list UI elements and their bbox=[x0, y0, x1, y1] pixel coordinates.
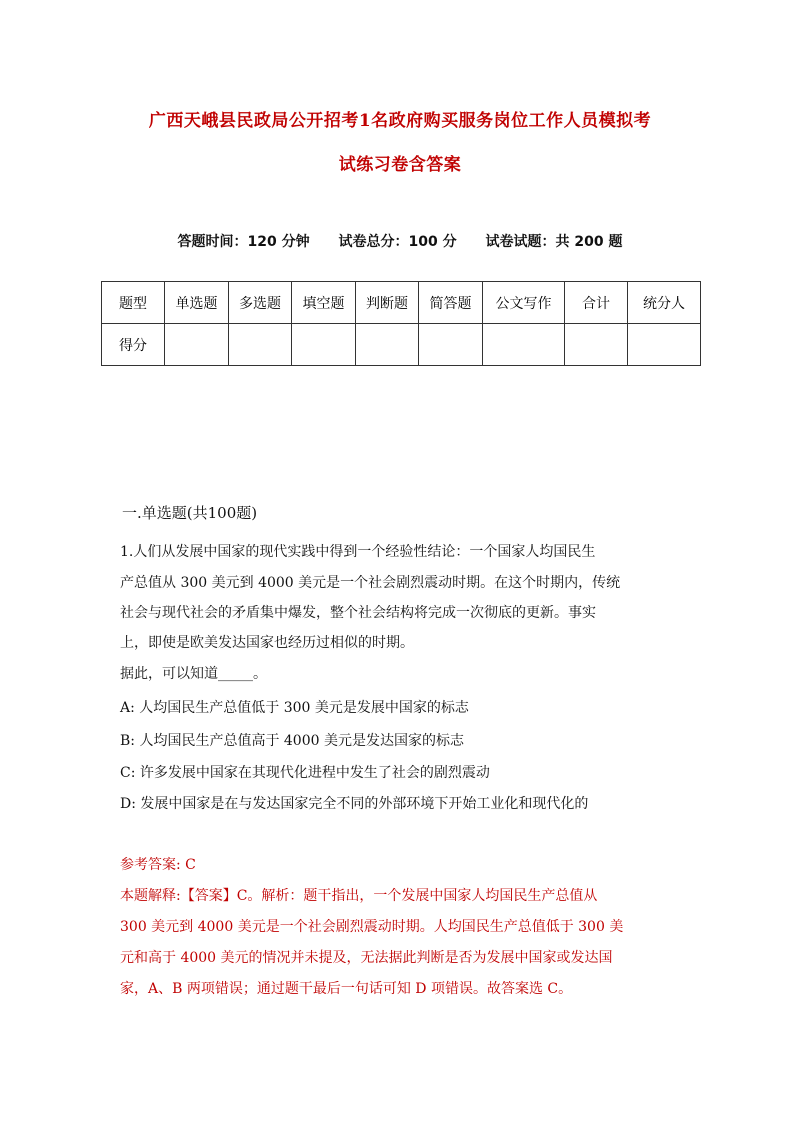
exam-time: 答题时间：120 分钟 bbox=[177, 234, 310, 250]
question-stem-line: 上，即使是欧美发达国家也经历过相似的时期。 bbox=[120, 635, 414, 651]
score-table bbox=[101, 281, 701, 366]
score-cell bbox=[419, 324, 483, 366]
explanation-line: 本题解释:【答案】C。解析：题干指出，一个发展中国家人均国民生产总值从 bbox=[120, 888, 598, 904]
section-title: 一.单选题(共100题) bbox=[122, 504, 258, 522]
exam-title-line-2: 试练习卷含答案 bbox=[338, 155, 462, 175]
score-cell bbox=[165, 324, 229, 366]
option-b: B: 人均国民生产总值高于 4000 美元是发达国家的标志 bbox=[120, 733, 464, 749]
exam-question-count: 试卷试题：共 200 题 bbox=[485, 234, 623, 250]
score-table-header: 公文写作 bbox=[483, 282, 565, 324]
score-table-header: 单选题 bbox=[165, 282, 229, 324]
score-table-header: 统分人 bbox=[628, 282, 701, 324]
score-table-score-row bbox=[102, 324, 701, 366]
question-stem-line: 产总值从 300 美元到 4000 美元是一个社会剧烈震动时期。在这个时期内，传统 bbox=[120, 575, 621, 591]
score-cell bbox=[483, 324, 565, 366]
option-c: C: 许多发展中国家在其现代化进程中发生了社会的剧烈震动 bbox=[120, 765, 490, 781]
option-a: A: 人均国民生产总值低于 300 美元是发展中国家的标志 bbox=[120, 700, 469, 716]
exam-title-line-1: 广西天峨县民政局公开招考1名政府购买服务岗位工作人员模拟考 bbox=[148, 111, 652, 131]
option-d: D: 发展中国家是在与发达国家完全不同的外部环境下开始工业化和现代化的 bbox=[120, 796, 589, 812]
score-cell bbox=[229, 324, 292, 366]
score-row-label: 得分 bbox=[102, 324, 165, 366]
score-table-header: 简答题 bbox=[419, 282, 483, 324]
score-cell bbox=[565, 324, 628, 366]
question-stem-line: 1.人们从发展中国家的现代实践中得到一个经验性结论：一个国家人均国民生 bbox=[120, 544, 596, 560]
reference-answer: 参考答案: C bbox=[120, 857, 196, 873]
exam-total-score: 试卷总分：100 分 bbox=[338, 234, 457, 250]
score-cell bbox=[292, 324, 356, 366]
score-table-header: 题型 bbox=[102, 282, 165, 324]
question-stem-line: 社会与现代社会的矛盾集中爆发，整个社会结构将完成一次彻底的更新。事实 bbox=[120, 605, 596, 621]
question-stem-line: 据此，可以知道_____。 bbox=[120, 666, 267, 682]
score-table-header: 合计 bbox=[565, 282, 628, 324]
explanation-line: 300 美元到 4000 美元是一个社会剧烈震动时期。人均国民生产总值低于 300 美 bbox=[120, 919, 624, 935]
score-table-header-row bbox=[102, 282, 701, 324]
score-table-header: 填空题 bbox=[292, 282, 356, 324]
explanation-line: 家，A、B 两项错误；通过题干最后一句话可知 D 项错误。故答案选 C。 bbox=[120, 981, 573, 997]
score-table-header: 多选题 bbox=[229, 282, 292, 324]
score-cell bbox=[356, 324, 419, 366]
score-table-header: 判断题 bbox=[356, 282, 419, 324]
explanation-line: 元和高于 4000 美元的情况并未提及，无法据此判断是否为发展中国家或发达国 bbox=[120, 950, 613, 966]
score-cell bbox=[628, 324, 701, 366]
exam-meta bbox=[0, 231, 800, 251]
